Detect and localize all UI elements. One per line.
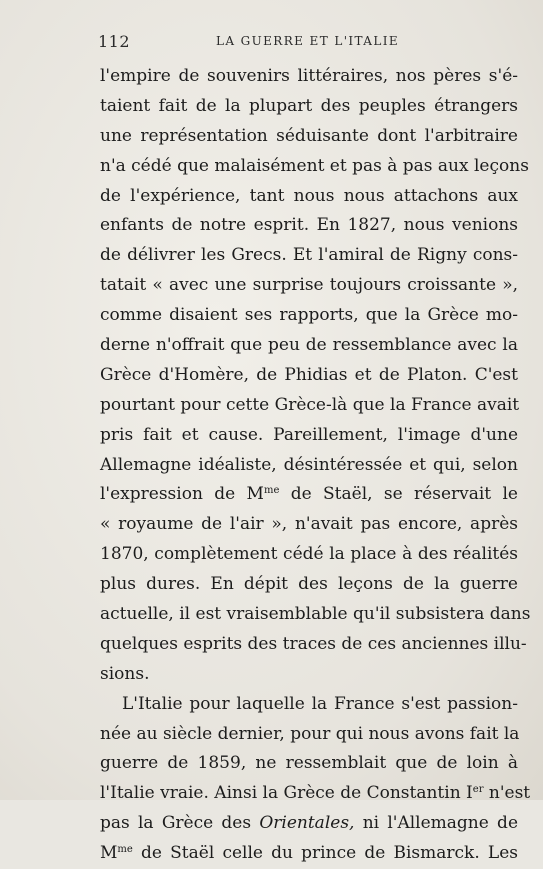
text-line: tatait « avec une surprise toujours croissante », [100,275,518,296]
text-line: « royaume de l'air », n'avait pas encore, après [100,514,518,535]
text-line: enfants de notre esprit. En 1827, nous venions [100,215,518,236]
text-line: de l'expérience, tant nous nous attachons aux [100,185,518,206]
text-line: Allemagne idéaliste, désintéressée et qui, selon [100,454,518,475]
text-segment: pas la Grèce des [100,813,260,834]
italic-title: Orientales, [259,813,355,834]
superscript: me [117,844,133,856]
text-line: actuelle, il est vraisemblable qu'il subsistera dans [100,604,531,625]
text-line: n'a cédé que malaisément et pas à pas aux leçons [100,155,529,176]
page-header [98,32,516,52]
text-line: quelques esprits des traces de ces anciennes illu- [100,633,527,654]
text-segment: l'expression de M [100,484,264,505]
paragraph-1 [100,62,531,690]
text-segment: M [100,843,118,864]
text-line-with-superscript [100,480,518,510]
text-line-with-superscript [100,839,518,869]
text-line: plus dures. En dépit des leçons de la guerre [100,574,518,595]
text-line: de délivrer les Grecs. Et l'amiral de Rigny cons- [100,245,518,266]
text-line: pourtant pour cette Grèce-là que la France avait [100,394,520,415]
text-line: sions. [100,663,150,684]
text-segment: ni l'Allemagne de [354,813,518,834]
text-line: l'empire de souvenirs littéraires, nos pères s'é- [100,66,518,86]
body-text [100,62,531,869]
text-line: 1870, complètement cédé la place à des réalités [100,544,518,565]
text-line: une représentation séduisante dont l'arbitraire [100,125,518,146]
text-line-with-italic [100,809,518,839]
superscript: me [263,485,280,497]
text-line: taient fait de la plupart des peuples étrangers [100,95,518,116]
text-segment: de Staël, se réservait le [279,484,518,505]
paragraph-2 [100,690,531,869]
text-line: comme disaient ses rapports, que la Grèce mo- [100,305,518,326]
text-line: guerre de 1859, ne ressemblait que de loin à [100,753,518,774]
text-segment: l'Italie vraie. Ainsi la Grèce de Constantin I [100,783,473,804]
superscript: er [472,784,484,796]
page-number: 112 [98,32,131,51]
text-line: née au siècle dernier, pour qui nous avons fait la [100,723,520,744]
text-line: pris fait et cause. Pareillement, l'image d'une [100,424,518,445]
text-line: L'Italie pour laquelle la France s'est passion- [122,693,518,714]
text-segment: de Staël celle du prince de Bismarck. Les [132,843,518,864]
text-line: derne n'offrait que peu de ressemblance avec la [100,335,518,356]
text-segment: n'est [483,783,531,804]
text-line-with-superscript [100,779,531,809]
text-line: Grèce d'Homère, de Phidias et de Platon. C'est [100,364,518,385]
running-title: LA GUERRE ET L'ITALIE [216,34,400,48]
